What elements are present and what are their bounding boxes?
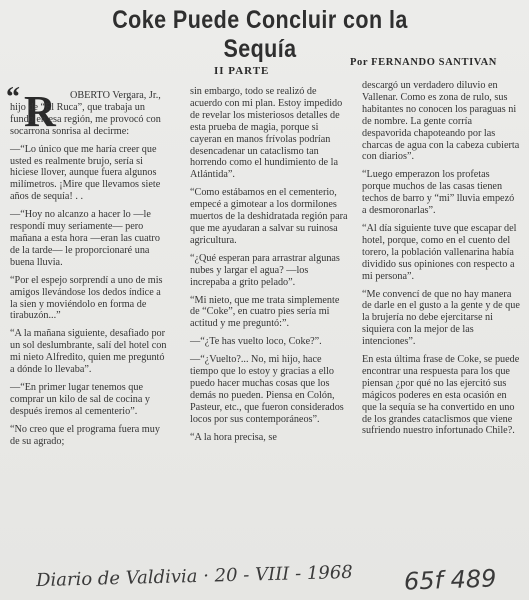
handwritten-catalog-number: 65f 489 (403, 564, 497, 596)
paragraph: descargó un verdadero diluvio en Vallenar. Como es zona de rulo, sus habitantes no conocen los paraguas ni de nombre. La gente corría despavorida chapoteando por las charcas de agua con la cabeza cubierta con diarios”. (362, 80, 520, 163)
paragraph: En esta última frase de Coke, se puede encontrar una respuesta para los que piensan ¿por qué no las ejercitó sus mágicos poderes en esta ocasión en que la sequía se ha convertido en uno de los grandes cataclismos que viene sufriendo nuestro infortunado Chile?. (362, 354, 520, 437)
paragraph: “Por el espejo sorprendí a uno de mis amigos llevándose los dedos índice a la sien y moviéndolo en forma de tirabuzón...” (10, 274, 163, 322)
paragraph: —“Hoy no alcanzo a hacer lo —le respondí muy seriamente— pero mañana a esta hora —eran las cuatro de la tarde— le proporcionaré una buena lluvia. (10, 209, 160, 268)
paragraph: “Como estábamos en el cementerio, empecé a gimotear a los dormilones muertos de la deshidratada región para que me ayudaran a salvar su ruinosa agricultura. (190, 187, 348, 246)
paragraph: “Mi nieto, que me trata simplemente de “Coke”, en cuatro pies sería mi actitud y me preguntó:”. (190, 294, 340, 330)
column-2 (190, 86, 350, 449)
paragraph: “A la hora precisa, se (190, 431, 277, 443)
paragraph: OBERTO Vergara, Jr., hijo de “El Ruca”, que trabaja un fundo en esa región, me provocó con socarrona sonrisa al decirme: (10, 90, 161, 137)
article-title: Coke Puede Concluir con la Sequía (112, 6, 408, 63)
handwritten-source-date: Diario de Valdivia · 20 - VIII - 1968 (35, 561, 354, 592)
paragraph: —“¿Te has vuelto loco, Coke?”. (190, 336, 322, 348)
author-byline: Por FERNANDO SANTIVAN (350, 57, 497, 68)
column-3 (362, 80, 520, 443)
paragraph: “Al día siguiente tuve que escapar del hotel, porque, como en el cuento del torero, la población vallenarina había dividido sus opiniones con respecto a mi persona”. (362, 222, 517, 282)
paragraph: —“Lo único que me haría creer que usted es realmente brujo, sería si hiciese llover, aunque fuera algunos milímetros. ¡Mire que llevamos siete años de sequía! . . (10, 143, 161, 203)
drop-cap: R (24, 87, 56, 136)
column-1 (10, 87, 170, 453)
paragraph: —“En primer lugar tenemos que comprar un kilo de sal de cocina y después iremos al cementerio”. (10, 381, 151, 417)
part-label: II PARTE (214, 65, 270, 77)
paragraph: “¿Qué esperan para arrastrar algunas nubes y largar el agua? —los increpaba a grito pelado”. (190, 252, 340, 288)
paragraph: “A la mañana siguiente, desafiado por un sol deslumbrante, salí del hotel con mi nieto Alfredito, quien me preguntó a dónde lo llevaba”. (10, 328, 167, 376)
paragraph: “Luego emperazon los profetas porque muchos de las casas tienen techos de barro y “mi” lluvia empezó a desmoronarlas”. (362, 169, 515, 217)
paragraph: “No creo que el programa fuera muy de su agrado; (10, 423, 160, 447)
paragraph: sin embargo, todo se realizó de acuerdo con mi plan. Estoy impedido de revelar los misteriosos detalles de esta prueba de magia, porque si cayeran en manos frívolas podrían desencadenar un cataclismo tan horrendo como el hundimiento de la Atlántida”. (190, 86, 343, 181)
opening-quote-mark: “ (6, 82, 20, 113)
paragraph: “Me convencí de que no hay manera de darle en el gusto a la gente y de que la brujería no debe ejercitarse ni siquiera con la mejor de las intenciones”. (362, 288, 520, 348)
paragraph: —“¿Vuelto?... No, mi hijo, hace tiempo que lo estoy y gracias a ello puedo hacer muchas cosas que los demás no pueden. Piensa en Colón, Pasteur, etc., que fueron considerados locos por sus contemporáneos”. (190, 354, 344, 425)
